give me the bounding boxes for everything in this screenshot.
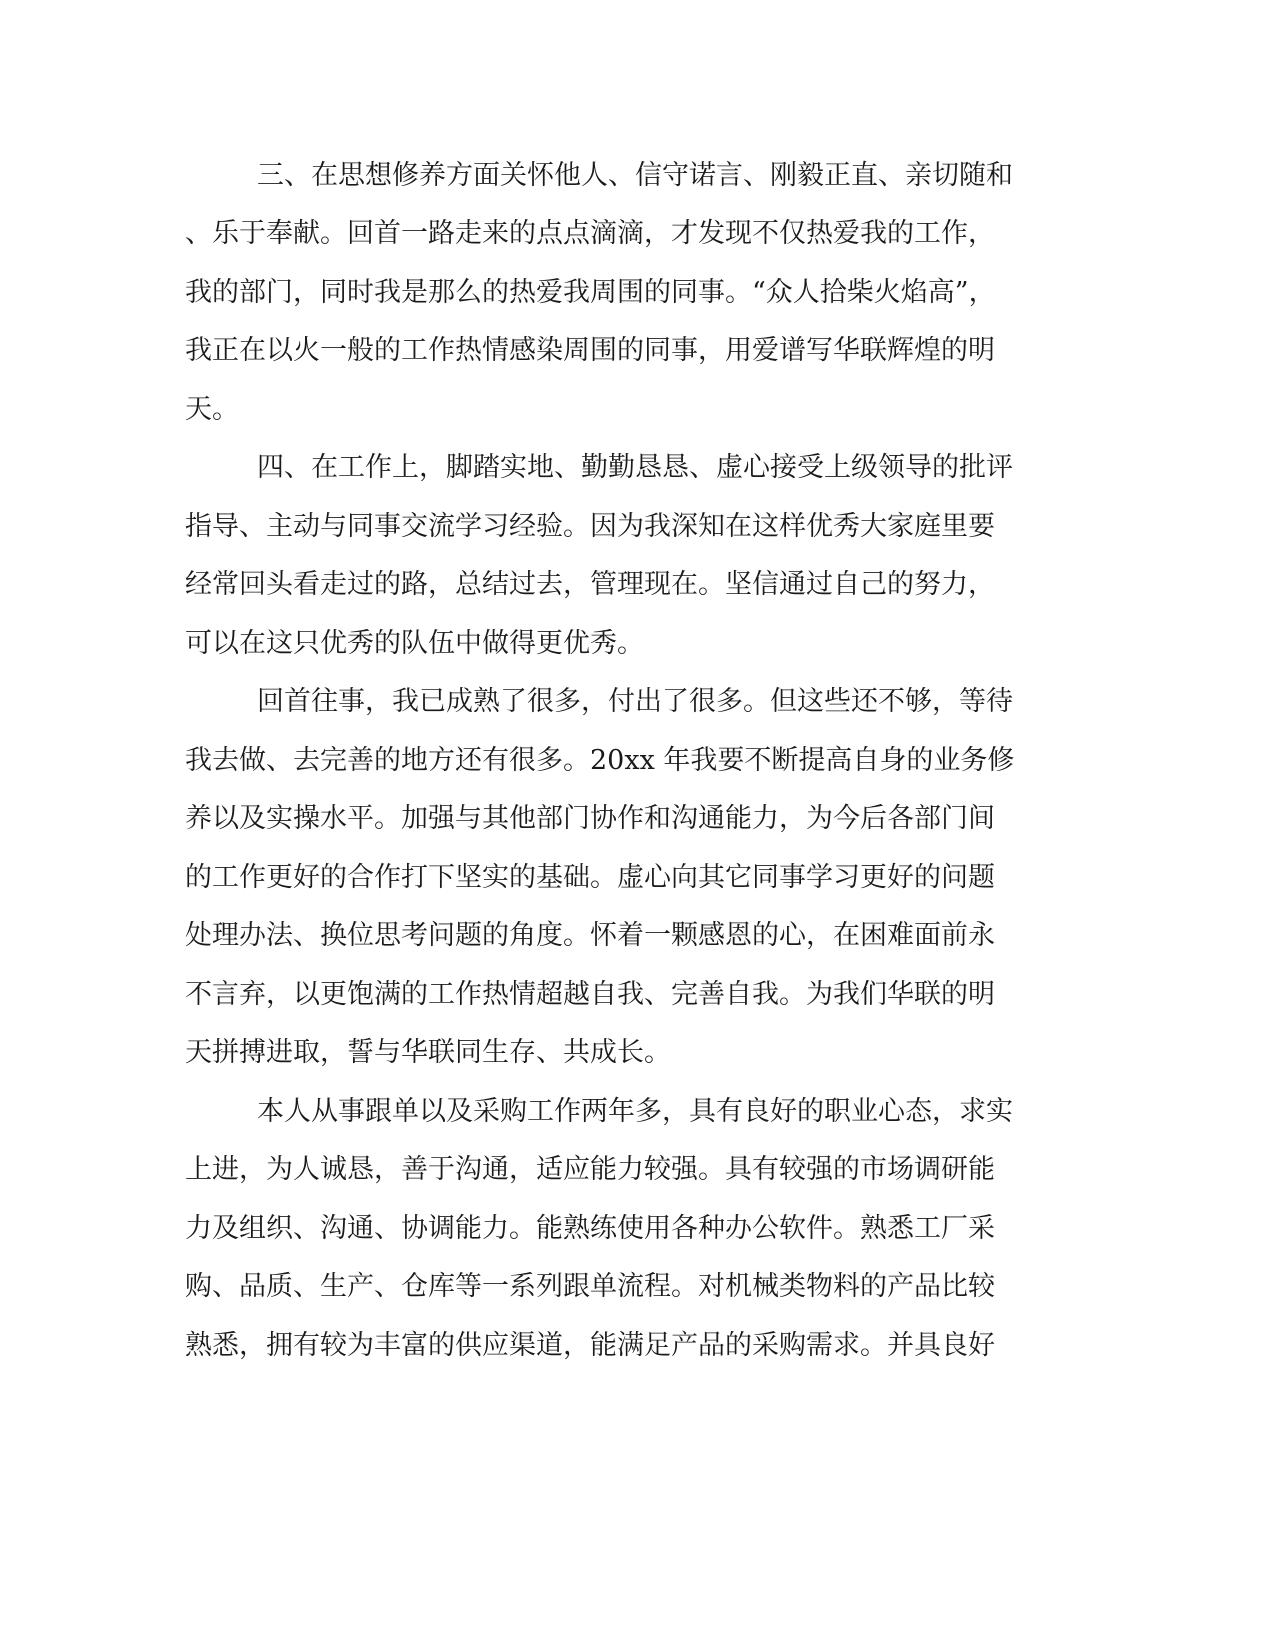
paragraph-1-line-1: 三、在思想修养方面关怀他人、信守诺言、刚毅正直、亲切随和 bbox=[257, 160, 1013, 191]
paragraph-2-line-1: 四、在工作上，脚踏实地、勤勤恳恳、虚心接受上级领导的批评 bbox=[257, 452, 1013, 483]
paragraph-1-line-5: 天。 bbox=[185, 394, 239, 425]
paragraph-2-line-3: 经常回头看走过的路，总结过去，管理现在。坚信通过自己的努力， bbox=[185, 569, 995, 600]
paragraph-1-line-3: 我的部门，同时我是那么的热爱我周围的同事。“众人拾柴火焰高”， bbox=[185, 277, 996, 308]
paragraph-2-line-4: 可以在这只优秀的队伍中做得更优秀。 bbox=[185, 628, 644, 659]
paragraph-4-line-4: 购、品质、生产、仓库等一系列跟单流程。对机械类物料的产品比较 bbox=[185, 1271, 995, 1302]
paragraph-1-line-4: 我正在以火一般的工作热情感染周围的同事，用爱谱写华联辉煌的明 bbox=[185, 335, 995, 366]
paragraph-4-line-2: 上进，为人诚恳，善于沟通，适应能力较强。具有较强的市场调研能 bbox=[185, 1154, 995, 1185]
paragraph-4-line-5: 熟悉，拥有较为丰富的供应渠道，能满足产品的采购需求。并具良好 bbox=[185, 1330, 995, 1361]
paragraph-3-line-5: 处理办法、换位思考问题的角度。怀着一颗感恩的心，在困难面前永 bbox=[185, 920, 995, 951]
paragraph-3-line-1: 回首往事，我已成熟了很多，付出了很多。但这些还不够，等待 bbox=[257, 686, 1013, 717]
paragraph-2-line-2: 指导、主动与同事交流学习经验。因为我深知在这样优秀大家庭里要 bbox=[185, 511, 995, 542]
paragraph-3-line-2: 我去做、去完善的地方还有很多。20xx 年我要不断提高自身的业务修 bbox=[185, 745, 1015, 776]
paragraph-3-line-7: 天拼搏进取，誓与华联同生存、共成长。 bbox=[185, 1037, 671, 1068]
paragraph-3-line-6: 不言弃，以更饱满的工作热情超越自我、完善自我。为我们华联的明 bbox=[185, 979, 995, 1010]
paragraph-4-line-3: 力及组织、沟通、协调能力。能熟练使用各种办公软件。熟悉工厂采 bbox=[185, 1213, 995, 1244]
paragraph-3-line-3: 养以及实操水平。加强与其他部门协作和沟通能力，为今后各部门间 bbox=[185, 803, 995, 834]
paragraph-3-line-4: 的工作更好的合作打下坚实的基础。虚心向其它同事学习更好的问题 bbox=[185, 862, 995, 893]
paragraph-1-line-2: 、乐于奉献。回首一路走来的点点滴滴，才发现不仅热爱我的工作， bbox=[185, 218, 995, 249]
paragraph-4-line-1: 本人从事跟单以及采购工作两年多，具有良好的职业心态，求实 bbox=[257, 1096, 1013, 1127]
